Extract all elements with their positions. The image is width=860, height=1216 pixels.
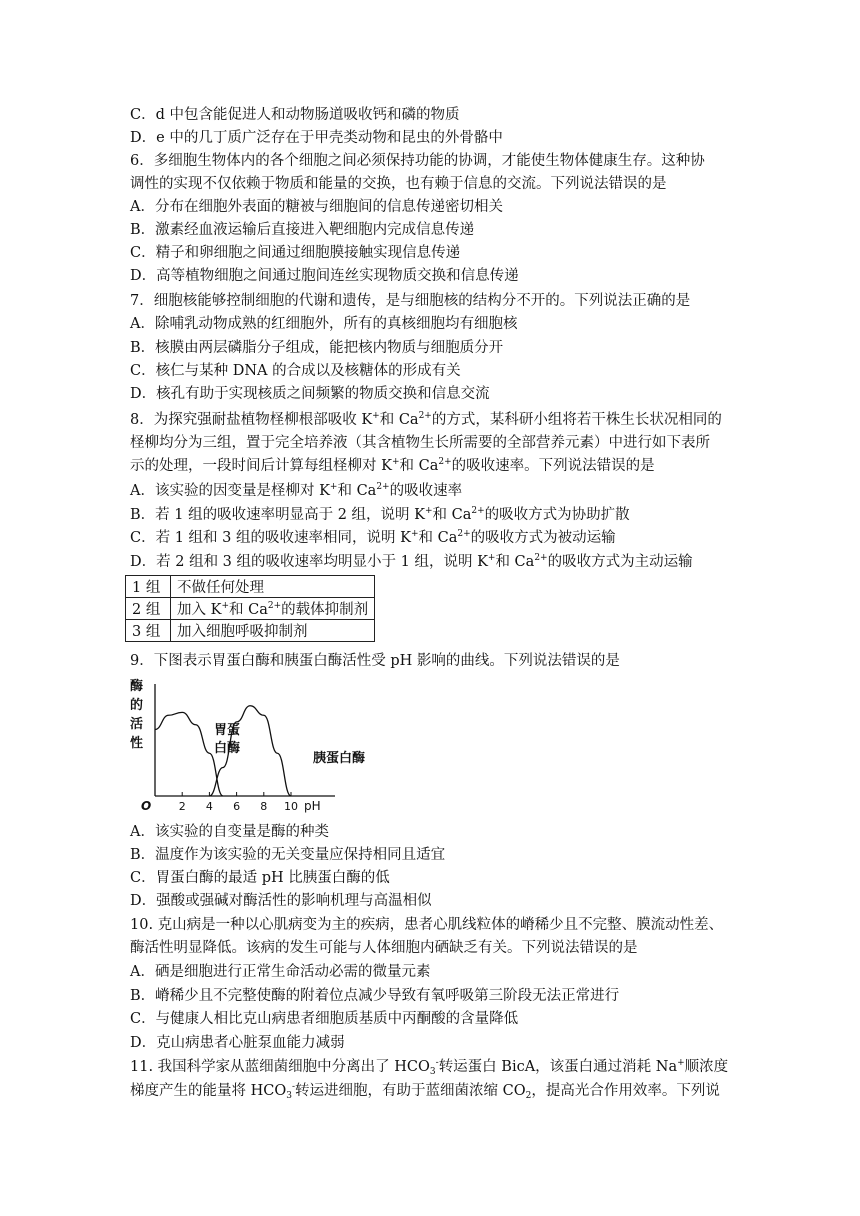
treatment-cell: 加入细胞呼吸抑制剂 (171, 620, 375, 642)
y-axis-label-char: 性 (130, 736, 144, 751)
y-axis-label-char: 活 (130, 717, 144, 732)
q5-option-c: C．d 中包含能促进人和动物肠道吸收钙和磷的物质 (130, 107, 460, 123)
table-row (126, 620, 375, 642)
enzyme-ph-chart (130, 676, 380, 816)
table-row (126, 576, 375, 598)
q6-stem-line2: 调性的实现不仅依赖于物质和能量的交换，也有赖于信息的交流。下列说法错误的是 (130, 176, 667, 192)
q11-stem-line1: 11. 我国科学家从蓝细菌细胞中分离出了 $HCO_3^-$转运蛋白 BicA，该蛋白通过消耗 Na+顺浓度 (130, 1058, 729, 1077)
q7-option-c: C．核仁与某种 DNA 的合成以及核糖体的形成有关 (130, 363, 461, 379)
trypsin-label: 胰蛋白酶 (313, 751, 366, 766)
q7-option-a: A．除哺乳动物成熟的红细胞外，所有的真核细胞均有细胞核 (130, 316, 518, 332)
group-cell: 3 组 (126, 620, 171, 642)
pepsin-curve (155, 712, 223, 796)
q7-stem: 7．细胞核能够控制细胞的代谢和遗传，是与细胞核的结构分不开的。下列说法正确的是 (130, 293, 691, 309)
y-axis-label-char: 酶 (130, 679, 144, 694)
q6-option-d: D．高等植物细胞之间通过胞间连丝实现物质交换和信息传递 (130, 268, 519, 284)
x-tick-label: 2 (178, 800, 186, 813)
x-tick-label: 8 (260, 800, 268, 813)
q6-option-c: C．精子和卵细胞之间通过细胞膜接触实现信息传递 (130, 245, 461, 261)
q8-stem-line2: 柽柳均分为三组，置于完全培养液（其含植物生长所需要的全部营养元素）中进行如下表所 (130, 435, 710, 451)
y-axis-label-char: 的 (130, 698, 144, 713)
q8-option-b: B．若 1 组的吸收速率明显高于 2 组，说明 K+和 $Ca^{2+}$的吸收方式为协助扩散 (130, 506, 630, 523)
q10-option-b: B．嵴稀少且不完整使酶的附着位点减少导致有氧呼吸第三阶段无法正常进行 (130, 988, 620, 1004)
q10-option-a: A．硒是细胞进行正常生命活动必需的微量元素 (130, 964, 431, 980)
q9-stem: 9．下图表示胃蛋白酶和胰蛋白酶活性受 pH 影响的曲线。下列说法错误的是 (130, 653, 620, 669)
pepsin-label: 胃蛋 (214, 723, 241, 738)
x-axis-label: pH (304, 799, 321, 813)
x-tick-label: 4 (205, 800, 213, 813)
q7-option-b: B．核膜由两层磷脂分子组成，能把核内物质与细胞质分开 (130, 340, 504, 356)
q8-treatment-table (125, 575, 375, 642)
chart-svg (130, 676, 380, 816)
q8-stem-line1: 8．为探究强耐盐植物柽柳根部吸收 K+和 $Ca^{2+}$的方式，某科研小组将若干株生长状况相同的 (130, 411, 722, 428)
q10-stem-line1: 10. 克山病是一种以心肌病变为主的疾病，患者心肌线粒体的嵴稀少且不完整、膜流动性差、 (130, 917, 724, 933)
q6-option-b: B．激素经血液运输后直接进入靶细胞内完成信息传递 (130, 222, 475, 238)
q6-option-a: A．分布在细胞外表面的糖被与细胞间的信息传递密切相关 (130, 199, 503, 215)
q5-option-d: D．e 中的几丁质广泛存在于甲壳类动物和昆虫的外骨骼中 (130, 130, 503, 146)
q9-option-c: C．胃蛋白酶的最适 pH 比胰蛋白酶的低 (130, 870, 390, 886)
origin-label: O (141, 799, 152, 813)
group-cell: 1 组 (126, 576, 171, 598)
table-row (126, 598, 375, 620)
q8-option-d: D．若 2 组和 3 组的吸收速率均明显小于 1 组，说明 K+和 $Ca^{2+}$的吸收方式为主动运输 (130, 553, 693, 570)
q9-option-b: B．温度作为该实验的无关变量应保持相同且适宜 (130, 847, 446, 863)
treatment-cell: 加入 K+和 $Ca^{2+}$的载体抑制剂 (171, 598, 375, 620)
q10-option-d: D．克山病患者心脏泵血能力减弱 (130, 1035, 345, 1051)
x-tick-label: 6 (233, 800, 241, 813)
q8-option-a: A．该实验的因变量是柽柳对 K+和 $Ca^{2+}$的吸收速率 (130, 482, 463, 499)
q9-option-d: D．强酸或强碱对酶活性的影响机理与高温相似 (130, 893, 432, 909)
q11-stem-line2: 梯度产生的能量将 $HCO_3^-$转运进细胞，有助于蓝细菌浓缩 $CO_2$，提高光合作用效率。下列说 (130, 1082, 720, 1101)
pepsin-label: 白酶 (214, 741, 241, 756)
q6-stem-line1: 6．多细胞生物体内的各个细胞之间必须保持功能的协调，才能使生物体健康生存。这种协 (130, 153, 705, 169)
group-cell: 2 组 (126, 598, 171, 620)
q10-stem-line2: 酶活性明显降低。该病的发生可能与人体细胞内硒缺乏有关。下列说法错误的是 (130, 940, 638, 956)
treatment-cell: 不做任何处理 (171, 576, 375, 598)
q9-option-a: A．该实验的自变量是酶的种类 (130, 824, 329, 840)
q8-option-c: C．若 1 组和 3 组的吸收速率相同，说明 K+和 $Ca^{2+}$的吸收方式为被动运输 (130, 529, 616, 546)
q7-option-d: D．核孔有助于实现核质之间频繁的物质交换和信息交流 (130, 386, 490, 402)
q8-stem-line3: 示的处理，一段时间后计算每组柽柳对 K+和 $Ca^{2+}$的吸收速率。下列说法错误的是 (130, 457, 655, 474)
x-tick-label: 10 (284, 800, 298, 813)
q10-option-c: C．与健康人相比克山病患者细胞质基质中丙酮酸的含量降低 (130, 1011, 519, 1027)
